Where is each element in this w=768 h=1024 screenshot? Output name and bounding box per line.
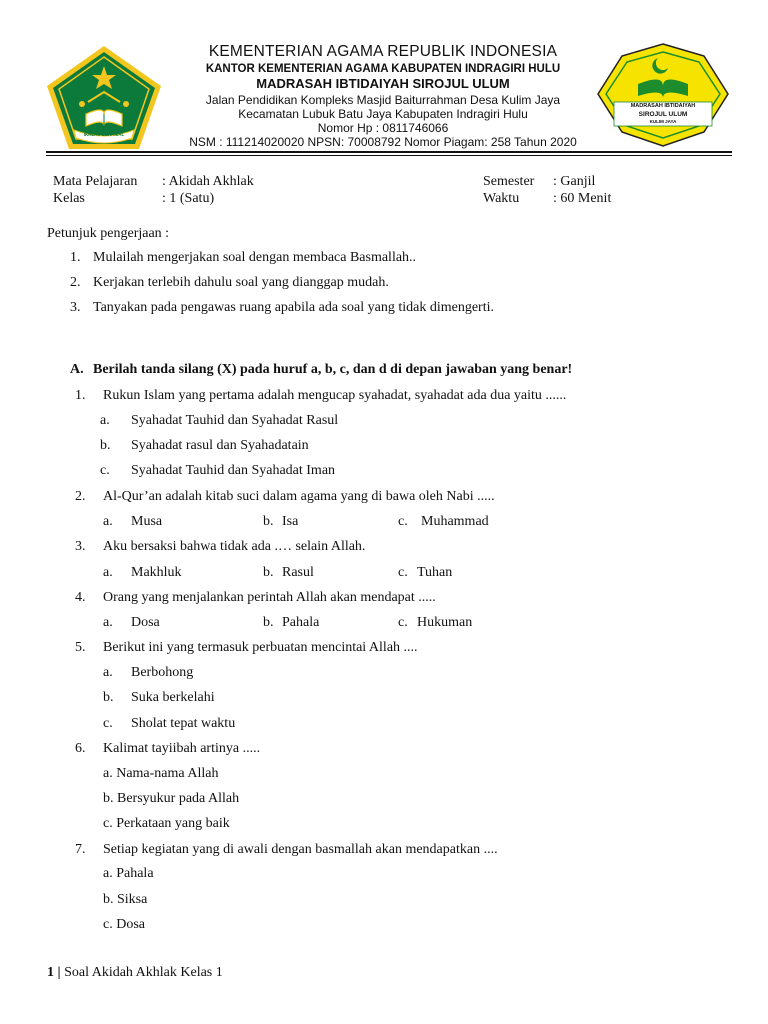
footer-separator: | bbox=[57, 965, 61, 980]
question-number: 7. bbox=[75, 842, 86, 857]
question-text: Kalimat tayiibah artinya ..... bbox=[103, 741, 261, 756]
madrasah-logo-line-2: SIROJUL ULUM bbox=[638, 111, 688, 118]
question-number: 5. bbox=[75, 640, 86, 655]
option-letter: b. bbox=[263, 615, 274, 630]
question-text: Setiap kegiatan yang di awali dengan basmallah akan mendapatkan .... bbox=[103, 842, 498, 857]
option-letter: a. bbox=[103, 615, 113, 630]
option-text: c. Dosa bbox=[103, 917, 145, 932]
semester-label: Semester bbox=[483, 174, 535, 189]
option-text: Dosa bbox=[131, 615, 160, 630]
madrasah-logo-line-3: KULIM JAYA bbox=[649, 119, 677, 124]
class-value: : 1 (Satu) bbox=[162, 191, 215, 206]
option-text: Muhammad bbox=[421, 514, 489, 529]
header-divider-thin bbox=[46, 155, 732, 156]
option-letter: a. bbox=[103, 565, 113, 580]
kemenag-logo bbox=[44, 44, 164, 152]
time-value: : 60 Menit bbox=[553, 191, 612, 206]
question-text: Aku bersaksi bahwa tidak ada .… selain Allah. bbox=[103, 539, 366, 554]
option-letter: b. bbox=[100, 438, 111, 453]
ministry-title: KEMENTERIAN AGAMA REPUBLIK INDONESIA bbox=[208, 43, 558, 60]
option-text: Suka berkelahi bbox=[131, 690, 215, 705]
semester-value: : Ganjil bbox=[553, 174, 596, 189]
question-number: 4. bbox=[75, 590, 86, 605]
class-label: Kelas bbox=[53, 191, 85, 206]
question-text: Berikut ini yang termasuk perbuatan mencintai Allah .... bbox=[103, 640, 418, 655]
option-letter: a. bbox=[103, 665, 113, 680]
option-letter: c. bbox=[398, 615, 408, 630]
header-divider-thick bbox=[46, 151, 732, 153]
question-text: Al-Qur’an adalah kitab suci dalam agama yang di bawa oleh Nabi ..... bbox=[103, 489, 495, 504]
question-text: Orang yang menjalankan perintah Allah akan mendapat ..... bbox=[103, 590, 436, 605]
footer-text: Soal Akidah Akhlak Kelas 1 bbox=[64, 965, 223, 980]
school-address-street: Jalan Pendidikan Kompleks Masjid Baiturrahman Desa Kulim Jaya bbox=[205, 93, 561, 107]
question-number: 3. bbox=[75, 539, 86, 554]
option-text: Makhluk bbox=[131, 565, 182, 580]
instruction-number: 2. bbox=[70, 275, 81, 290]
option-text: Pahala bbox=[282, 615, 320, 630]
section-a-title: Berilah tanda silang (X) pada huruf a, b, c, dan d di depan jawaban yang benar! bbox=[93, 362, 573, 377]
option-text: b. Siksa bbox=[103, 892, 148, 907]
kemenag-logo-banner: IKHLAS BERAMAL bbox=[83, 132, 125, 137]
instruction-number: 1. bbox=[70, 250, 81, 265]
option-text: Hukuman bbox=[417, 615, 473, 630]
option-letter: b. bbox=[263, 514, 274, 529]
instruction-text: Kerjakan terlebih dahulu soal yang dianggap mudah. bbox=[93, 275, 389, 290]
page-footer bbox=[47, 965, 223, 981]
section-a-letter: A. bbox=[70, 362, 84, 377]
page-number: 1 bbox=[47, 965, 54, 980]
option-text: Syahadat Tauhid dan Syahadat Rasul bbox=[131, 413, 339, 428]
option-text: Berbohong bbox=[131, 665, 194, 680]
option-letter: c. bbox=[398, 514, 408, 529]
option-text: a. Pahala bbox=[103, 866, 154, 881]
option-text: Musa bbox=[131, 514, 163, 529]
school-phone: Nomor Hp : 0811746066 bbox=[317, 121, 449, 135]
option-letter: c. bbox=[100, 463, 110, 478]
option-text: Sholat tepat waktu bbox=[131, 716, 236, 731]
instruction-text: Tanyakan pada pengawas ruang apabila ada soal yang tidak dimengerti. bbox=[93, 300, 494, 315]
option-text: Syahadat rasul dan Syahadatain bbox=[131, 438, 309, 453]
option-text: Tuhan bbox=[417, 565, 453, 580]
option-letter: a. bbox=[103, 514, 113, 529]
school-name: MADRASAH IBTIDAIYAH SIROJUL ULUM bbox=[256, 76, 510, 91]
option-letter: c. bbox=[103, 716, 113, 731]
question-number: 1. bbox=[75, 388, 86, 403]
instruction-number: 3. bbox=[70, 300, 81, 315]
madrasah-logo-line-1: MADRASAH IBTIDAIYAH bbox=[630, 103, 696, 109]
option-letter: c. bbox=[398, 565, 408, 580]
question-number: 2. bbox=[75, 489, 86, 504]
subject-value: : Akidah Akhlak bbox=[162, 174, 254, 189]
question-number: 6. bbox=[75, 741, 86, 756]
time-label: Waktu bbox=[483, 191, 520, 206]
option-text: b. Bersyukur pada Allah bbox=[103, 791, 240, 806]
option-text: Syahadat Tauhid dan Syahadat Iman bbox=[131, 463, 336, 478]
regional-office-title: KANTOR KEMENTERIAN AGAMA KABUPATEN INDRAGIRI HULU bbox=[205, 63, 561, 75]
question-text: Rukun Islam yang pertama adalah mengucap syahadat, syahadat ada dua yaitu ...... bbox=[103, 388, 567, 403]
instructions-title: Petunjuk pengerjaan : bbox=[47, 226, 170, 241]
option-letter: a. bbox=[100, 413, 110, 428]
school-registration-numbers: NSM : 111214020020 NPSN: 70008792 Nomor Piagam: 258 Tahun 2020 bbox=[189, 135, 577, 149]
option-text: Rasul bbox=[282, 565, 314, 580]
school-address-district: Kecamatan Lubuk Batu Jaya Kabupaten Indragiri Hulu bbox=[238, 107, 528, 121]
option-text: Isa bbox=[282, 514, 299, 529]
instruction-text: Mulailah mengerjakan soal dengan membaca Basmallah.. bbox=[93, 250, 417, 265]
subject-label: Mata Pelajaran bbox=[53, 174, 138, 189]
option-text: a. Nama-nama Allah bbox=[103, 766, 219, 781]
option-letter: b. bbox=[263, 565, 274, 580]
option-text: c. Perkataan yang baik bbox=[103, 816, 230, 831]
option-letter: b. bbox=[103, 690, 114, 705]
